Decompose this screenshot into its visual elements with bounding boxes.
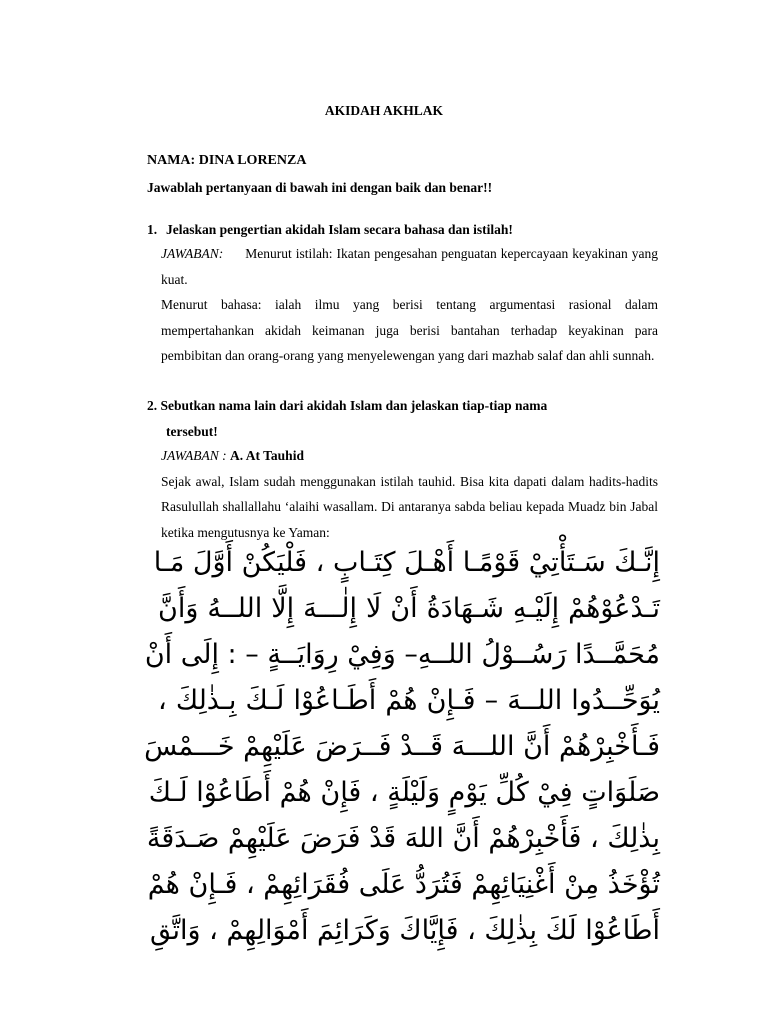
arabic-line: تَـدْعُوْهُمْ إِلَيْـهِ شَـهَادَةُ أَنْ لَا إِلٰـــهَ إِلَّا اللــهُ وَأَنَّ <box>158 593 660 624</box>
answer-2-heading: A. At Tauhid <box>230 448 304 463</box>
arabic-line: فَـأَخْبِرْهُمْ أَنَّ اللـــهَ قَــدْ فَــرَضَ عَلَيْهِمْ خَـــمْسَ <box>144 731 660 762</box>
question-2 <box>147 393 658 444</box>
answer-1-para-1 <box>161 241 658 292</box>
arabic-hadith-text <box>144 540 660 954</box>
answer-1-label: JAWABAN: <box>161 246 224 261</box>
answer-2-heading-line <box>161 443 658 469</box>
question-1-number: 1. <box>147 222 158 237</box>
arabic-line: تُؤْخَذُ مِنْ أَغْنِيَائِهِمْ فَتُرَدُّ عَلَى فُقَرَائِهِمْ ، فَـإِنْ هُمْ <box>147 869 660 900</box>
student-name: NAMA: DINA LORENZA <box>147 153 307 168</box>
arabic-line: أَطَاعُوْا لَكَ بِذٰلِكَ ، فَإِيَّاكَ وَكَرَائِمَ أَمْوَالِهِمْ ، وَاتَّقِ <box>149 915 660 946</box>
answer-1-para-2: Menurut bahasa: ialah ilmu yang berisi tentang argumentasi rasional dalam mempertahankan akidah keimanan juga berisi bantahan terhadap keyakinan para pembibitan dan orang-orang yang menyelewengan yang dari mazhab salaf dan ahli sunnah. <box>161 297 658 363</box>
answer-1 <box>161 241 658 369</box>
question-1 <box>147 222 513 238</box>
answer-2-label: JAWABAN : <box>161 448 227 463</box>
answer-1-line-1: Menurut istilah: Ikatan pengesahan penguatan kepercayaan keyakinan yang kuat. <box>161 246 658 287</box>
arabic-line: إِنَّـكَ سَـتَأْتِيْ قَوْمًـا أَهْـلَ كِتَـابٍ ، فَلْيَكُنْ أَوَّلَ مَـا <box>153 547 660 578</box>
arabic-line: يُوَحِّــدُوا اللــهَ – فَـإِنْ هُمْ أَطَـاعُوْا لَـكَ بِـذٰلِكَ ، <box>158 685 660 716</box>
question-2-line-2: tersebut! <box>166 423 218 439</box>
arabic-line: صَلَوَاتٍ فِيْ كُلِّ يَوْمٍ وَلَيْلَةٍ ، فَإِنْ هُمْ أَطَاعُوْا لَـكَ <box>148 777 660 808</box>
arabic-line: بِذٰلِكَ ، فَأَخْبِرْهُمْ أَنَّ اللهَ قَدْ فَرَضَ عَلَيْهِمْ صَـدَقَةً <box>146 823 660 854</box>
answer-2 <box>161 443 658 545</box>
answer-2-para: Sejak awal, Islam sudah menggunakan istilah tauhid. Bisa kita dapati dalam hadits-hadits Rasulullah shallallahu ‘alaihi wasallam. Di antaranya sabda beliau kepada Muadz bin Jabal ketika mengutusnya ke Yaman: <box>161 473 658 540</box>
question-2-line-1: 2. Sebutkan nama lain dari akidah Islam dan jelaskan tiap-tiap nama <box>147 398 548 413</box>
document-title: AKIDAH AKHLAK <box>324 103 444 118</box>
question-1-text: Jelaskan pengertian akidah Islam secara bahasa dan istilah! <box>166 222 513 237</box>
arabic-line: مُحَمَّــدًا رَسُــوْلُ اللــهِ– وَفِيْ رِوَايَــةٍ – : إِلَى أَنْ <box>144 639 660 670</box>
instruction-text: Jawablah pertanyaan di bawah ini dengan baik dan benar!! <box>147 180 493 195</box>
